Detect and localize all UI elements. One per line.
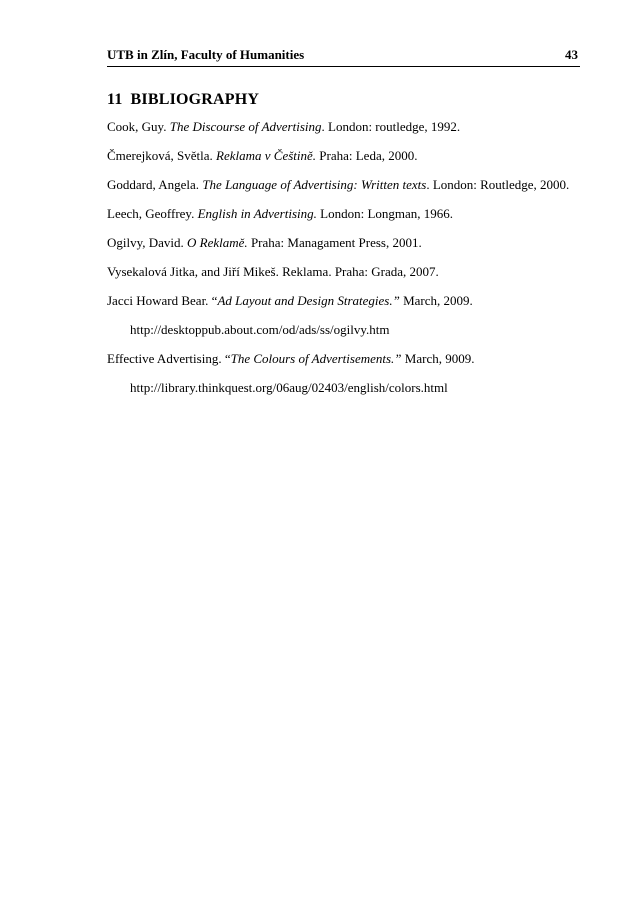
entry-text: Ogilvy, David. (107, 235, 188, 250)
bib-entry-cook (107, 117, 587, 137)
bib-entry-goddard (107, 175, 587, 195)
entry-text: . London: routledge, 1992. (321, 119, 461, 134)
bib-entry-vysekalova (107, 262, 587, 282)
entry-text: . London: Routledge, 2000. (426, 177, 570, 192)
entry-text: Effective Advertising. “ (107, 351, 231, 366)
bib-entry-bear (107, 291, 587, 311)
entry-text: Leech, Geoffrey. (107, 206, 198, 221)
entry-title: Ad Layout and Design Strategies.” (217, 293, 400, 308)
bib-url-thinkquest (107, 378, 587, 398)
entry-text: Goddard, Angela. (107, 177, 203, 192)
chapter-heading (107, 91, 259, 109)
page-header (107, 44, 580, 67)
entry-text: London: Longman, 1966. (316, 206, 454, 221)
bibliography-list (107, 117, 587, 407)
page-number: 43 (565, 47, 578, 62)
entry-text: Jacci Howard Bear. “ (107, 293, 218, 308)
bib-entry-cmerejkova (107, 146, 587, 166)
header-institution: UTB in Zlín, Faculty of Humanities (107, 47, 305, 62)
bib-entry-effective-advertising (107, 349, 587, 369)
bib-url-ogilvy (107, 320, 587, 340)
entry-text: Čmerejková, Světla. (107, 148, 217, 163)
entry-text: Praha: Leda, 2000. (316, 148, 418, 163)
entry-url: http://desktoppub.about.com/od/ads/ss/ogilvy.htm (130, 322, 390, 337)
entry-text: Vysekalová Jitka, and Jiří Mikeš. Reklama. Praha: Grada, 2007. (107, 264, 439, 279)
entry-text: March, 2009. (399, 293, 473, 308)
bib-entry-ogilvy (107, 233, 587, 253)
entry-url: http://library.thinkquest.org/06aug/02403/english/colors.html (130, 380, 448, 395)
entry-text: Praha: Managament Press, 2001. (247, 235, 422, 250)
chapter-title: BIBLIOGRAPHY (130, 91, 260, 108)
entry-text: Cook, Guy. (107, 119, 170, 134)
chapter-number: 11 (107, 91, 123, 108)
entry-title: English in Advertising. (197, 206, 317, 221)
entry-title: The Colours of Advertisements.” (230, 351, 402, 366)
entry-title: The Language of Advertising: Written texts (202, 177, 427, 192)
entry-title: The Discourse of Advertising (169, 119, 322, 134)
entry-title: Reklama v Češtině. (216, 148, 317, 163)
entry-text: March, 9009. (401, 351, 475, 366)
bib-entry-leech (107, 204, 587, 224)
entry-title: O Reklamě. (187, 235, 248, 250)
